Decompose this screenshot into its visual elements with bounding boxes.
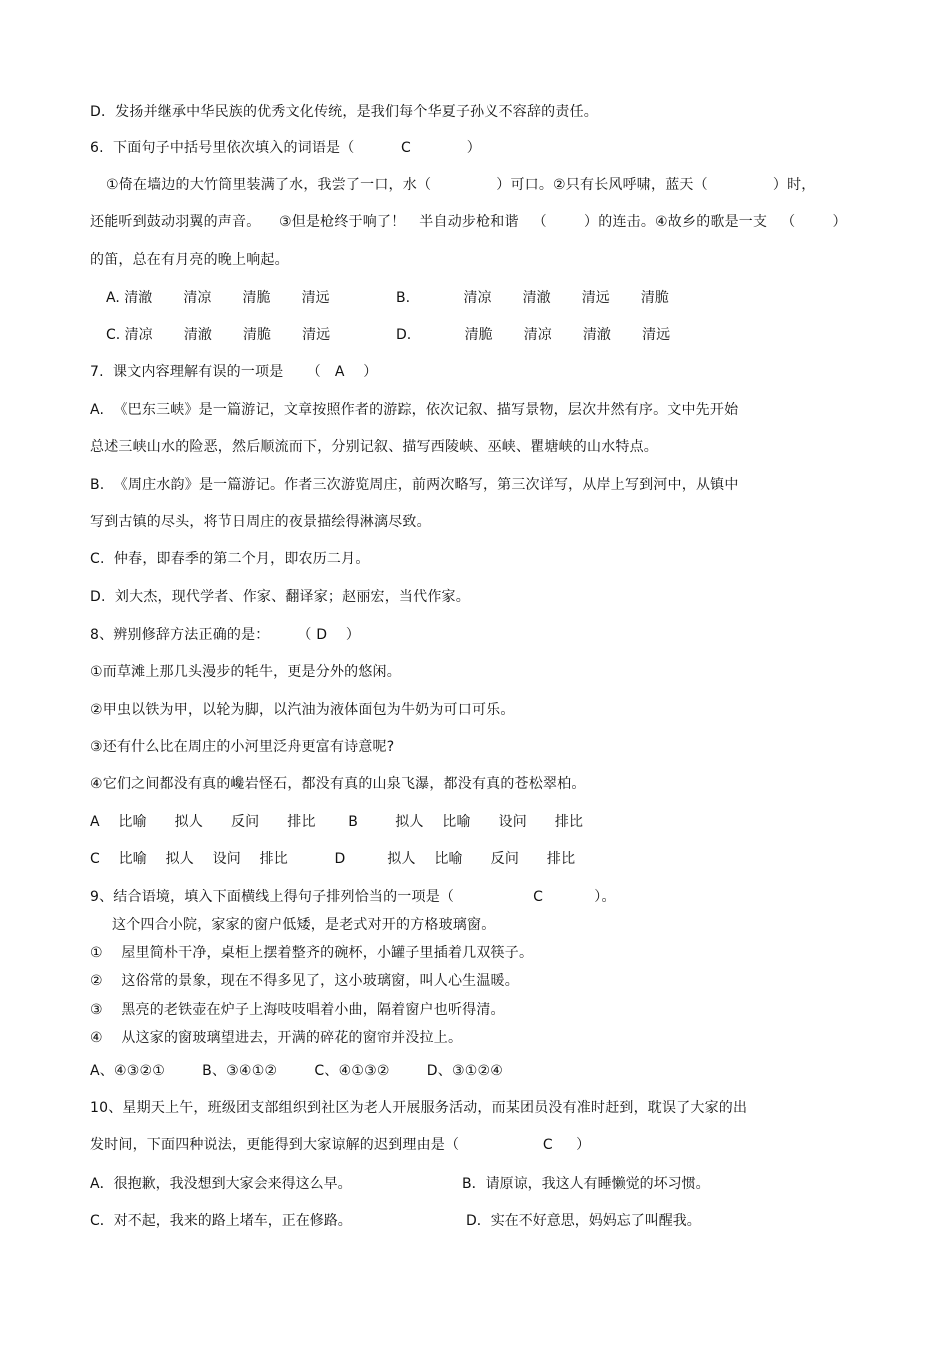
question-6-option-c: C. 清凉 清澈 清脆 清远 <box>106 327 331 343</box>
question-7-stem: 7. 课文内容理解有误的一项是 （ A ） <box>90 364 378 380</box>
question-8-sentence-4: ④它们之间都没有真的巉岩怪石，都没有真的山泉飞瀑，都没有真的苍松翠柏。 <box>90 776 586 792</box>
question-7-option-d: D. 刘大杰，现代学者、作家、翻译家；赵丽宏，当代作家。 <box>90 589 470 605</box>
question-7-option-c: C. 仲春，即春季的第二个月，即农历二月。 <box>90 551 370 567</box>
question-8-stem: 8、辨别修辞方法正确的是： （ D ） <box>90 627 361 643</box>
question-10-stem-line-2: 发时间，下面四种说法，更能得到大家谅解的迟到理由是（ C ） <box>90 1137 591 1153</box>
question-9-stem: 9、结合语境，填入下面横线上得句子排列恰当的一项是（ C ）。 <box>90 889 616 905</box>
question-10-option-c: C．对不起，我来的路上堵车，正在修路。 <box>90 1213 352 1229</box>
question-7-option-a-line-2: 总述三峡山水的险恶，然后顺流而下，分别记叙、描写西陵峡、巫峡、瞿塘峡的山水特点。 <box>90 439 658 455</box>
question-10-option-b: B．请原谅，我这人有睡懒觉的坏习惯。 <box>462 1176 710 1192</box>
question-6-text-line-2: 还能听到鼓动羽翼的声音。 ③但是枪终于响了！ 半自动步枪和谐 （ ）的连击。④故乡的歌是一支 （ ） <box>90 214 847 230</box>
question-8-options-ab: A 比喻 拟人 反问 排比 B 拟人 比喻 设问 排比 <box>90 814 584 830</box>
question-7-option-a-line-1: A. 《巴东三峡》是一篇游记，文章按照作者的游踪，依次记叙、描写景物，层次井然有序。文中先开始 <box>90 402 739 418</box>
question-10-option-d: D．实在不好意思，妈妈忘了叫醒我。 <box>466 1213 701 1229</box>
question-10-option-a: A．很抱歉，我没想到大家会来得这么早。 <box>90 1176 352 1192</box>
question-6-option-a: A. 清澈 清凉 清脆 清远 <box>106 290 330 306</box>
question-7-option-b-line-2: 写到古镇的尽头，将节日周庄的夜景描绘得淋漓尽致。 <box>90 514 431 530</box>
question-9-context: 这个四合小院，家家的窗户低矮，是老式对开的方格玻璃窗。 <box>112 917 496 933</box>
question-7-option-b-line-1: B. 《周庄水韵》是一篇游记。作者三次游览周庄，前两次略写，第三次详写，从岸上写到河中，从镇中 <box>90 477 739 493</box>
question-6-option-d: D. 清脆 清凉 清澈 清远 <box>396 327 671 343</box>
question-9-sentence-1: ① 屋里简朴干净，桌柜上摆着整齐的碗杯，小罐子里插着几双筷子。 <box>90 945 534 961</box>
question-9-options: A、④③②① B、③④①② C、④①③② D、③①②④ <box>90 1063 503 1079</box>
question-6-text-line-1: ①倚在墙边的大竹筒里装满了水，我尝了一口，水（ ）可口。②只有长风呼啸，蓝天（ ）时， <box>106 177 816 193</box>
question-6-stem: 6. 下面句子中括号里依次填入的词语是（ C ） <box>90 140 481 156</box>
question-9-sentence-3: ③ 黑亮的老铁壶在炉子上海吱吱唱着小曲，隔着窗户也听得清。 <box>90 1002 505 1018</box>
question-9-sentence-2: ② 这俗常的景象，现在不得多见了，这小玻璃窗，叫人心生温暖。 <box>90 973 519 989</box>
question-8-sentence-2: ②甲虫以铁为甲，以轮为脚，以汽油为液体面包为牛奶为可口可乐。 <box>90 702 515 718</box>
question-8-sentence-3: ③还有什么比在周庄的小河里泛舟更富有诗意呢? <box>90 739 395 755</box>
question-6-option-b: B. 清凉 清澈 清远 清脆 <box>396 290 669 306</box>
question-8-sentence-1: ①而草滩上那几头漫步的牦牛，更是分外的悠闲。 <box>90 664 401 680</box>
question-6-text-line-3: 的笛，总在有月亮的晚上响起。 <box>90 252 289 268</box>
question-10-stem-line-1: 10、星期天上午，班级团支部组织到社区为老人开展服务活动，而某团员没有准时赶到，耽误了大家的出 <box>90 1100 748 1116</box>
question-8-options-cd: C 比喻 拟人 设问 排比 D 拟人 比喻 反问 排比 <box>90 851 576 867</box>
question-9-sentence-4: ④ 从这家的窗玻璃望进去，开满的碎花的窗帘并没拉上。 <box>90 1030 463 1046</box>
option-d-q5: D．发扬并继承中华民族的优秀文化传统，是我们每个华夏子孙义不容辞的责任。 <box>90 104 598 120</box>
